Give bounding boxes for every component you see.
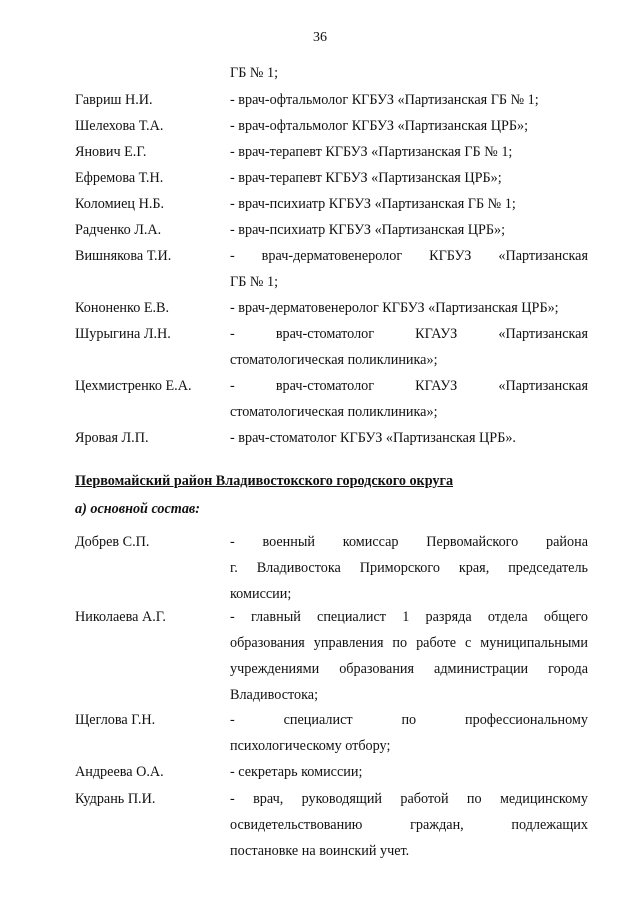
description-line: - врач, руководящий работой по медицинскому: [230, 791, 588, 807]
description-line: - секретарь комиссии;: [230, 764, 363, 780]
person-name: Шурыгина Л.Н.: [75, 326, 171, 342]
subsection-heading: а) основной состав:: [75, 501, 200, 517]
description-line: - врач-дерматовенеролог КГБУЗ «Партизанская: [230, 248, 588, 264]
description-line: стоматологическая поликлиника»;: [230, 352, 438, 368]
description-line: - врач-психиатр КГБУЗ «Партизанская ГБ № 1;: [230, 196, 516, 212]
entry-description: [230, 529, 588, 607]
entry-description: [230, 321, 588, 373]
description-line: - врач-терапевт КГБУЗ «Партизанская ЦРБ»;: [230, 170, 502, 186]
entry-description: [230, 217, 588, 243]
description-line: постановке на воинский учет.: [230, 843, 410, 859]
description-line: - врач-стоматолог КГАУЗ «Партизанская: [230, 326, 588, 342]
entry-description: [230, 165, 588, 191]
description-line: ГБ № 1;: [230, 274, 279, 290]
description-line: психологическому отбору;: [230, 738, 391, 754]
description-line: ГБ № 1;: [230, 65, 279, 81]
person-name: Гавриш Н.И.: [75, 92, 153, 108]
person-name: Кононенко Е.В.: [75, 300, 170, 316]
description-line: г. Владивостока Приморского края, председатель: [230, 560, 588, 576]
entry-description: [230, 373, 588, 425]
entry-description: [230, 87, 588, 113]
person-name: Яровая Л.П.: [75, 430, 149, 446]
entry-description: [230, 707, 588, 759]
description-line: - специалист по профессиональному: [230, 712, 588, 728]
entry-description: [230, 139, 588, 165]
person-name: Шелехова Т.А.: [75, 118, 164, 134]
entry-description: [230, 759, 588, 785]
entry-description: [230, 295, 588, 321]
description-line: - врач-стоматолог КГБУЗ «Партизанская ЦРБ».: [230, 430, 516, 446]
description-line: - врач-офтальмолог КГБУЗ «Партизанская ГБ № 1;: [230, 92, 539, 108]
entry-description: [230, 243, 588, 295]
person-name: Цехмистренко Е.А.: [75, 378, 192, 394]
description-line: образования управления по работе с муниципальными: [230, 635, 588, 651]
description-line: освидетельствованию граждан, подлежащих: [230, 817, 588, 833]
person-name: Андреева О.А.: [75, 764, 164, 780]
description-line: стоматологическая поликлиника»;: [230, 404, 438, 420]
description-line: Владивостока;: [230, 687, 319, 703]
entry-description: [230, 60, 588, 86]
description-line: - врач-офтальмолог КГБУЗ «Партизанская ЦРБ»;: [230, 118, 529, 134]
page-number: 36: [313, 30, 327, 45]
person-name: Вишнякова Т.И.: [75, 248, 172, 264]
description-line: - военный комиссар Первомайского района: [230, 534, 588, 550]
description-line: - врач-терапевт КГБУЗ «Партизанская ГБ № 1;: [230, 144, 513, 160]
description-line: учреждениями образования администрации города: [230, 661, 588, 677]
person-name: Радченко Л.А.: [75, 222, 162, 238]
person-name: Добрев С.П.: [75, 534, 150, 550]
person-name: Николаева А.Г.: [75, 609, 166, 625]
person-name: Коломиец Н.Б.: [75, 196, 165, 212]
entry-description: [230, 425, 588, 451]
person-name: Щеглова Г.Н.: [75, 712, 156, 728]
description-line: - главный специалист 1 разряда отдела общего: [230, 609, 588, 625]
person-name: Ефремова Т.Н.: [75, 170, 164, 186]
entry-description: [230, 604, 588, 708]
entry-description: [230, 786, 588, 864]
person-name: Янович Е.Г.: [75, 144, 147, 160]
entry-description: [230, 113, 588, 139]
description-line: - врач-стоматолог КГАУЗ «Партизанская: [230, 378, 588, 394]
description-line: - врач-психиатр КГБУЗ «Партизанская ЦРБ»;: [230, 222, 506, 238]
person-name: Кудрань П.И.: [75, 791, 156, 807]
description-line: - врач-дерматовенеролог КГБУЗ «Партизанская ЦРБ»;: [230, 300, 559, 316]
section-heading: Первомайский район Владивостокского городского округа: [75, 473, 454, 489]
entry-description: [230, 191, 588, 217]
description-line: комиссии;: [230, 586, 292, 602]
